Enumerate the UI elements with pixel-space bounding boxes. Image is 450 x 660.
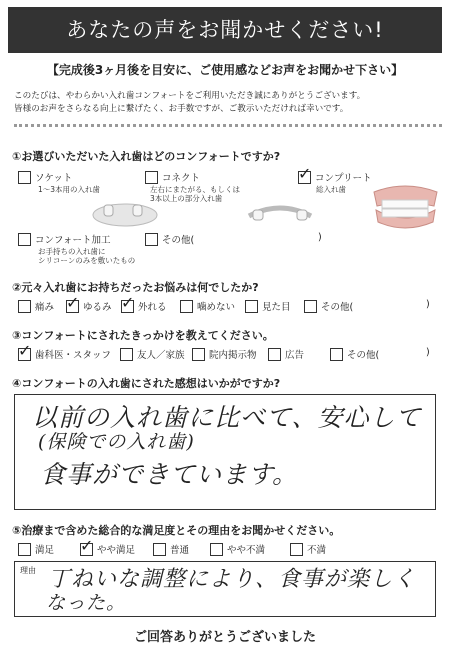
page-title: あなたの声をお聞かせください! [66, 18, 384, 42]
q2-title: ②元々入れ歯にお持ちだったお悩みは何でしたか? [12, 281, 259, 294]
option-label: 歯科医・スタッフ [35, 350, 112, 361]
checkbox[interactable] [210, 543, 223, 556]
option-label: ソケット [35, 173, 73, 184]
checkbox[interactable] [18, 300, 31, 313]
checkbox[interactable] [120, 348, 133, 361]
checkbox-checked[interactable] [121, 300, 134, 313]
checkbox[interactable] [330, 348, 343, 361]
q2-option-falls-out[interactable] [121, 299, 167, 313]
q4-handwritten-line-2: (保険での入れ歯) [38, 431, 195, 453]
option-label: 広告 [285, 350, 305, 361]
checkbox[interactable] [180, 300, 193, 313]
option-label: コネクト [162, 173, 201, 184]
option-label: 外れる [138, 302, 167, 313]
checkbox-checked[interactable] [66, 300, 79, 313]
q5-option-somewhat-dissatisfied[interactable] [210, 542, 265, 556]
option-label: やや不満 [227, 545, 266, 556]
q2-option-pain[interactable] [18, 299, 54, 313]
q5-option-dissatisfied[interactable] [290, 542, 326, 556]
intro-line-1: このたびは、やわらかい入れ歯コンフォートをご利用いただき誠にありがとうございます。 [14, 91, 366, 101]
q3-option-friend[interactable] [120, 347, 185, 361]
option-label: その他( [162, 235, 195, 246]
connect-denture-illustration [245, 198, 315, 226]
q1-title: ①お選びいただいた入れ歯はどのコンフォートですか? [12, 150, 281, 163]
checkbox[interactable] [18, 543, 31, 556]
option-label: 噛めない [197, 302, 236, 313]
option-label: コンフォート加工 [35, 235, 111, 246]
q1-option-processing[interactable] [18, 232, 111, 246]
intro-line-2: 皆様のお声をさらなる向上に繋げたく、お手数ですが、ご教示いただければ幸いです。 [14, 104, 349, 114]
option-label: 満足 [35, 545, 55, 556]
q4-handwritten-line-3: 食事ができています。 [40, 460, 299, 489]
q2-option-loose[interactable] [66, 299, 112, 313]
checkbox-checked[interactable] [298, 171, 311, 184]
q1-note-processing: お手持ちの入れ歯に シリコーンのみを敷いたもの [38, 247, 136, 265]
dotted-divider [14, 124, 442, 127]
q5-handwritten-reason-1: 丁ねいな調整により、食事が楽しく [48, 567, 417, 592]
option-label: ゆるみ [83, 302, 112, 313]
option-label: 普通 [170, 545, 190, 556]
q5-option-neutral[interactable] [153, 542, 189, 556]
option-label: その他( [321, 302, 354, 313]
checkbox[interactable] [192, 348, 205, 361]
q3-option-other[interactable] [330, 347, 379, 361]
q1-note-socket: 1～3本用の入れ歯 [38, 185, 101, 194]
q3-option-ad[interactable] [268, 347, 304, 361]
q3-option-dentist[interactable] [18, 347, 111, 361]
q2-option-cannot-chew[interactable] [180, 299, 235, 313]
checkbox-checked[interactable] [80, 543, 93, 556]
checkbox[interactable] [290, 543, 303, 556]
q2-option-appearance[interactable] [245, 299, 291, 313]
option-label: 痛み [35, 302, 55, 313]
q2-option-other[interactable] [304, 299, 353, 313]
q3-other-close: ) [426, 347, 430, 358]
option-label: やや満足 [97, 545, 136, 556]
q5-reason-label: 理由 [20, 566, 36, 575]
checkbox[interactable] [245, 300, 258, 313]
option-label: その他( [347, 350, 380, 361]
q5-title: ⑤治療まで含めた総合的な満足度とその理由をお聞かせください。 [12, 524, 341, 537]
q1-option-other[interactable] [145, 232, 194, 246]
option-label: 院内掲示物 [209, 350, 257, 361]
subtitle: 【完成後3ヶ月後を目安に、ご使用感などお声をお聞かせ下さい】 [46, 63, 404, 77]
q1-other-close: ) [318, 232, 322, 243]
q1-option-connect[interactable] [145, 170, 200, 184]
checkbox[interactable] [18, 233, 31, 246]
q1-option-socket[interactable] [18, 170, 72, 184]
option-label: 不満 [307, 545, 327, 556]
checkbox-checked[interactable] [18, 348, 31, 361]
option-label: コンプリート [315, 173, 372, 184]
checkbox[interactable] [304, 300, 317, 313]
q1-option-complete[interactable] [298, 170, 372, 184]
option-label: 見た目 [262, 302, 291, 313]
checkbox[interactable] [153, 543, 166, 556]
checkbox[interactable] [268, 348, 281, 361]
footer-thanks: ご回答ありがとうございました [133, 630, 316, 645]
q2-other-close: ) [426, 299, 430, 310]
q1-note-connect: 左右にまたがる、もしくは 3本以上の部分入れ歯 [150, 185, 240, 203]
option-label: 友人／家族 [137, 350, 185, 361]
q4-handwritten-line-1: 以前の入れ歯に比べて、安心して [32, 403, 422, 432]
q5-option-satisfied[interactable] [18, 542, 54, 556]
q4-title: ④コンフォートの入れ歯にされた感想はいかがですか? [12, 377, 281, 390]
complete-denture-illustration [368, 180, 443, 230]
q3-option-poster[interactable] [192, 347, 257, 361]
checkbox[interactable] [18, 171, 31, 184]
q5-handwritten-reason-2: なった。 [46, 592, 127, 614]
checkbox[interactable] [145, 233, 158, 246]
q3-title: ③コンフォートにされたきっかけを教えてください。 [12, 329, 274, 342]
header-banner [8, 7, 442, 53]
checkbox[interactable] [145, 171, 158, 184]
partial-denture-illustration [90, 195, 160, 229]
q5-option-somewhat-satisfied[interactable] [80, 542, 135, 556]
q1-note-complete: 総入れ歯 [316, 185, 346, 194]
